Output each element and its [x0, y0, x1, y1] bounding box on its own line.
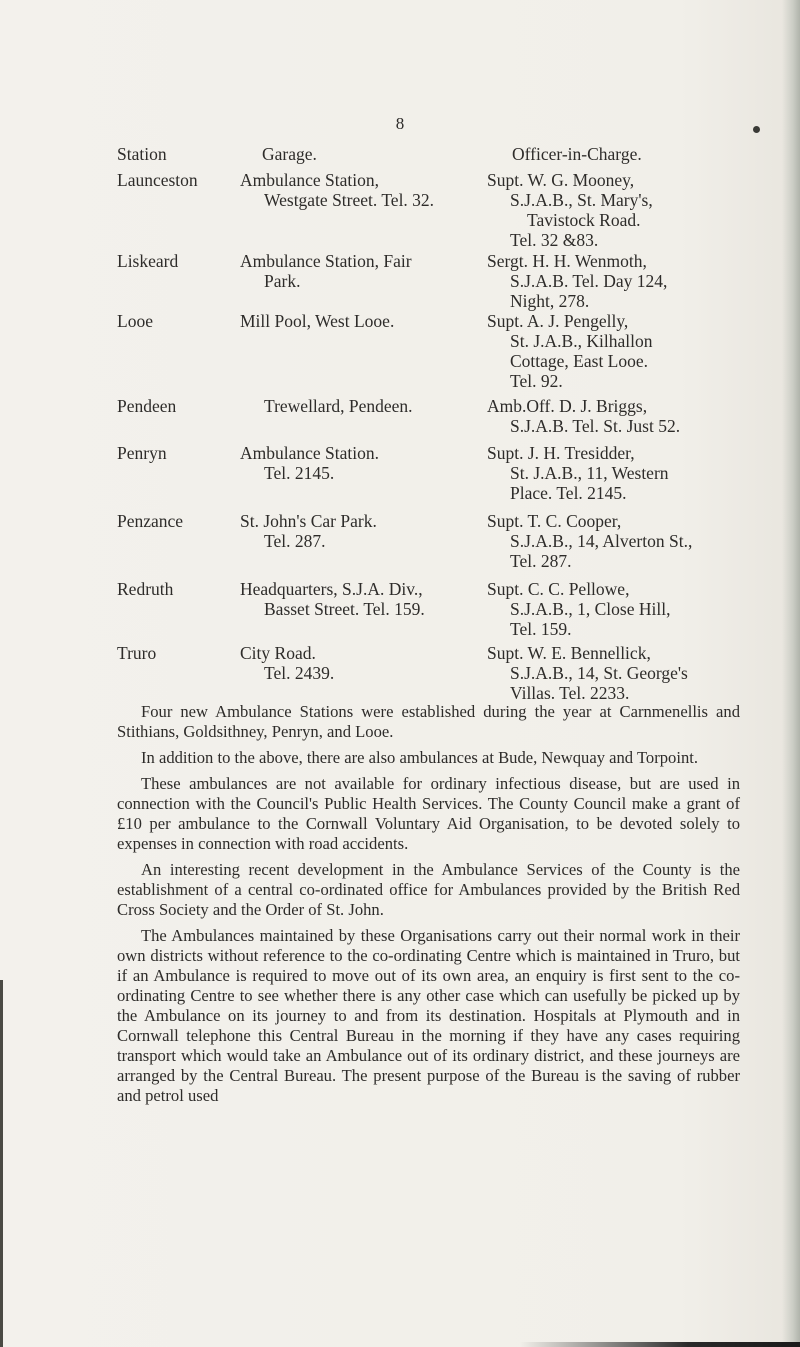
officer-cell [487, 579, 747, 639]
officer-cell [487, 396, 747, 436]
officer-line: S.J.A.B., 14, Alverton St., [510, 531, 693, 551]
garage-line: Basset Street. Tel. 159. [264, 599, 425, 619]
station-name: Truro [117, 643, 157, 663]
paragraph: In addition to the above, there are also ambulances at Bude, Newquay and Torpoint. [141, 748, 699, 767]
page-number: 8 [395, 114, 405, 133]
paragraph: Four new Ambulance Stations were established during the year at Carnmenellis and Stithians, Goldsithney, Penryn, and Looe. [117, 702, 740, 741]
officer-line: Villas. Tel. 2233. [510, 683, 630, 703]
officer-line: S.J.A.B., 1, Close Hill, [510, 599, 671, 619]
station-name: Launceston [117, 170, 198, 190]
officer-line: St. J.A.B., 11, Western [510, 463, 669, 483]
officer-line: Tel. 159. [510, 619, 572, 639]
station-name: Pendeen [117, 396, 177, 416]
officer-cell [487, 311, 747, 391]
officer-line: Tavistock Road. [527, 210, 641, 230]
officer-line: Supt. A. J. Pengelly, [487, 311, 629, 331]
body-text [117, 702, 740, 1112]
garage-cell [240, 396, 470, 416]
officer-line: Amb.Off. D. J. Briggs, [487, 396, 648, 416]
officer-cell [487, 511, 747, 571]
officer-line: Sergt. H. H. Wenmoth, [487, 251, 647, 271]
garage-line: Mill Pool, West Looe. [240, 311, 395, 331]
header-station: Station [117, 144, 167, 164]
paragraph: The Ambulances maintained by these Organisations carry out their normal work in their own districts without reference to the co-ordinating Centre which is maintained in Truro, but if an Ambulance is required to move out of its own area, an enquiry is first sent to the co-ordinating Centre to see whether there is any other case which can usefully be picked up by the Ambulance on its journey to and from its destination. Hospitals at Plymouth and in Cornwall telephone this Central Bureau in the morning if they have any cases requiring transport which would take an Ambulance out of its ordinary district, and these journeys are arranged by the Central Bureau. The present purpose of the Bureau is the saving of rubber and petrol used [117, 926, 740, 1105]
officer-line: S.J.A.B. Tel. Day 124, [510, 271, 668, 291]
garage-line: St. John's Car Park. [240, 511, 377, 531]
officer-line: Supt. J. H. Tresidder, [487, 443, 635, 463]
garage-cell [240, 251, 470, 291]
officer-line: S.J.A.B., St. Mary's, [510, 190, 653, 210]
page-binding-edge [0, 980, 3, 1347]
officer-cell [487, 251, 747, 311]
station-name: Penryn [117, 443, 167, 463]
garage-line: Tel. 2439. [264, 663, 335, 683]
garage-line: Ambulance Station, Fair [240, 251, 412, 271]
garage-cell [240, 579, 470, 619]
officer-line: S.J.A.B., 14, St. George's [510, 663, 688, 683]
officer-cell [487, 443, 747, 503]
header-garage: Garage. [262, 144, 317, 164]
garage-line: Westgate Street. Tel. 32. [264, 190, 435, 210]
paragraph: An interesting recent development in the Ambulance Services of the County is the establishment of a central co-ordinated office for Ambulances provided by the British Red Cross Society and the Order of St. John. [117, 860, 740, 919]
garage-cell [240, 311, 470, 331]
garage-line: Headquarters, S.J.A. Div., [240, 579, 423, 599]
officer-line: Tel. 287. [510, 551, 572, 571]
officer-cell [487, 170, 747, 250]
station-name: Liskeard [117, 251, 179, 271]
officer-line: Supt. C. C. Pellowe, [487, 579, 630, 599]
station-name: Penzance [117, 511, 184, 531]
officer-line: Supt. W. G. Mooney, [487, 170, 635, 190]
station-name: Looe [117, 311, 153, 331]
garage-line: Trewellard, Pendeen. [264, 396, 413, 416]
header-officer: Officer-in-Charge. [512, 144, 642, 164]
garage-line: Tel. 287. [264, 531, 326, 551]
station-name: Redruth [117, 579, 174, 599]
garage-cell [240, 443, 470, 483]
garage-line: Ambulance Station. [240, 443, 380, 463]
officer-line: Tel. 92. [510, 371, 563, 391]
garage-cell [240, 643, 470, 683]
paragraph: These ambulances are not available for ordinary infectious disease, but are used in connection with the Council's Public Health Services. The County Council make a grant of £10 per ambulance to the Cornwall Voluntary Aid Organisation, to be devoted solely to expenses in connection with road accidents. [117, 774, 740, 853]
officer-line: Place. Tel. 2145. [510, 483, 627, 503]
officer-line: Supt. W. E. Bennellick, [487, 643, 651, 663]
garage-line: Ambulance Station, [240, 170, 380, 190]
page-edge-shadow [782, 0, 800, 1347]
garage-cell [240, 511, 470, 551]
garage-line: Park. [264, 271, 301, 291]
officer-line: Night, 278. [510, 291, 590, 311]
officer-line: Supt. T. C. Cooper, [487, 511, 622, 531]
garage-line: Tel. 2145. [264, 463, 335, 483]
officer-cell [487, 643, 747, 703]
officer-line: Cottage, East Looe. [510, 351, 649, 371]
garage-cell [240, 170, 470, 210]
garage-line: City Road. [240, 643, 316, 663]
officer-line: S.J.A.B. Tel. St. Just 52. [510, 416, 681, 436]
page-bottom-edge [520, 1342, 800, 1347]
officer-line: St. J.A.B., Kilhallon [510, 331, 653, 351]
officer-line: Tel. 32 &83. [510, 230, 599, 250]
